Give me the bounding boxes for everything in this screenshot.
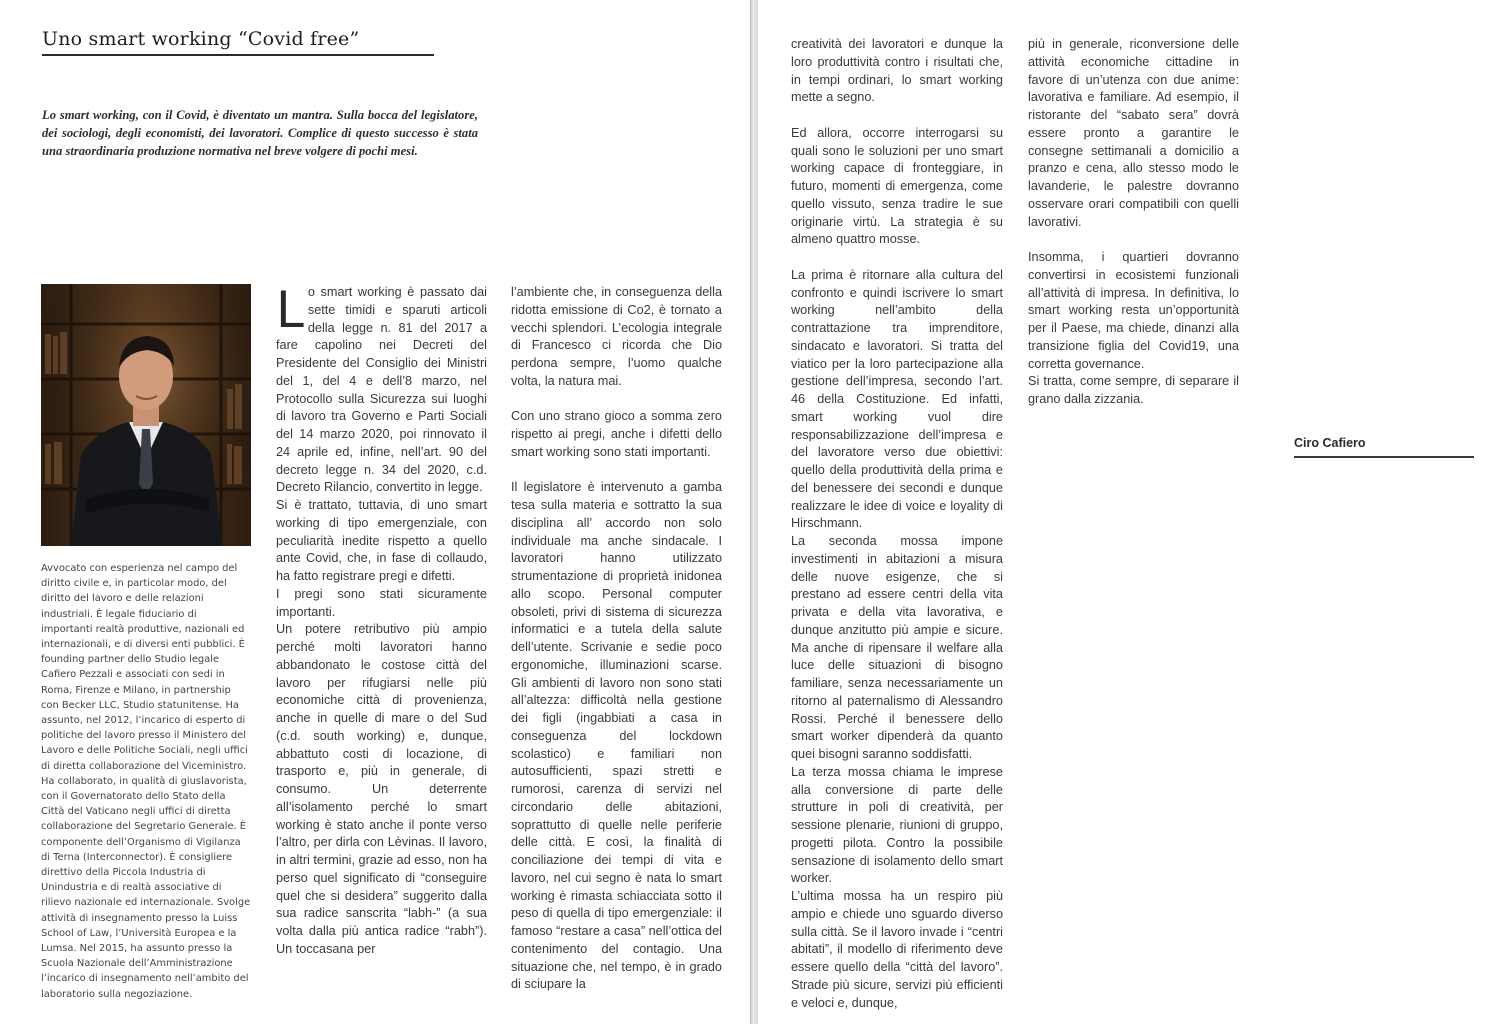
author-portrait-icon [41, 284, 251, 546]
article-column-3 [791, 36, 1003, 1012]
column-paragraph: La seconda mossa impone investimenti in abitazioni a misura delle nuove esigenze, che si prestano ad essere centri della vita privata e della vita lavorativa, e dunque anzitutto più ampie e sicure. Ma anche di ripensare il welfare alla luce delle situazioni di bisogno familiare, senza necessariamente un ritorno al paternalismo di Alessandro Rossi. Perché il benessere dello smart worker dipenderà da quanto quei bisogni saranno soddisfatti. [791, 534, 1003, 761]
column-paragraph: Si tratta, come sempre, di separare il grano dalla zizzania. [1028, 374, 1239, 406]
article-column-4 [1028, 36, 1239, 409]
column-paragraph: più in generale, riconversione delle attività economiche cittadine in favore di un’utenza con due anime: lavorativa e familiare. Ad esempio, il ristorante del “sabato sera” dovrà essere pronto a garantire le consegne settimanali a domicilio a pranzo e cena, allo stesso modo le lavanderie, le palestre dovranno osservare orari compatibili con quelli lavorativi. [1028, 37, 1239, 229]
column-paragraph: La prima è ritornare alla cultura del confronto e quindi iscrivere lo smart working nell’ambito della contrattazione tra imprenditore, sindacato e lavoratori. Si tratta del viatico per la loro partecipazione alla gestione dell’impresa, secondo l’art. 46 della Costituzione. Ed infatti, smart working vuol dire responsabilizzazione dell’impresa e del lavoratore verso due obiettivi: quello della produttività della prima e del benessere dei secondi e dunque realizzare le idee di voice e loyality di Hirschmann. [791, 267, 1003, 531]
column-paragraph: Con uno strano gioco a somma zero rispetto ai pregi, anche i difetti dello smart working sono stati importanti. [511, 409, 722, 459]
article-lead: Lo smart working, con il Covid, è diventato un mantra. Sulla bocca del legislatore, dei sociologi, degli economisti, dei lavoratori. Complice di questo successo è stata una straordinaria produzione normativa nel breve volgere di pochi mesi. [42, 108, 478, 159]
article-column-1 [276, 281, 487, 959]
column-paragraph: o smart working è passato dai sette timidi e sparuti articoli della legge n. 81 del 2017 a fare capolino nei Decreti del Presidente del Consiglio dei Ministri del 1, del 4 e dell’8 marzo, nel Protocollo sulla Sicurezza sui luoghi di lavoro tra Governo e Parti Sociali del 14 marzo 2020, poi rinnovato il 24 aprile ed, infine, nell’art. 90 del decreto legge n. 34 del 2020, c.d. Decreto Rilancio, convertito in legge. [276, 285, 487, 495]
column-paragraph: Ed allora, occorre interrogarsi su quali sono le soluzioni per uno smart working capace di fronteggiare, in futuro, momenti di emergenza, come quello vissuto, senza tradire le sue originarie virtù. La strategia è su almeno quattro mosse. [791, 125, 1003, 247]
column-paragraph: L’ultima mossa ha un respiro più ampio e chiede uno sguardo diverso sulla città. Se il lavoro invade i “centri abitati”, il modello di riferimento deve essere quello della “città del lavoro”. Strade più sicure, servizi più efficienti e veloci e, dunque, [791, 889, 1003, 1010]
page-fold [750, 0, 758, 1024]
column-paragraph: La terza mossa chiama le imprese alla conversione di parte delle strutture in poli di creatività, per sessione plenarie, riunioni di gruppo, progetti pilota. Contro la possibile sensazione di isolamento dello smart worker. [791, 764, 1003, 886]
column-paragraph: Un potere retributivo più ampio perché molti lavoratori hanno abbandonato le costose città del lavoro per rifugiarsi nelle più economiche città di provenienza, anche in quelle di mare o del Sud (c.d. south working) e, dunque, abbattuto costi di locazione, di trasporto e, più in generale, di consumo. Un deterrente all’isolamento perché lo smart working è stato anche il ponte verso l’altro, per dirla con Lèvinas. Il lavoro, in altri termini, grazie ad esso, non ha perso quel significato di “conseguire quel che si desidera” suggerito dalla sua radice sanscrita “labh-” (a sua volta dalla più antica radice “rabh”). Un toccasana per [276, 622, 487, 956]
article-title: Uno smart working “Covid free” [42, 28, 434, 56]
right-page [758, 0, 1510, 1024]
author-photo [41, 284, 251, 546]
drop-cap: L [276, 281, 304, 339]
author-signature: Ciro Cafiero [1294, 436, 1474, 458]
column-paragraph: creatività dei lavoratori e dunque la loro produttività contro i risultati che, in tempi ordinari, lo smart working mette a segno. [791, 37, 1003, 105]
author-bio: Avvocato con esperienza nel campo del diritto civile e, in particolar modo, del diritto del lavoro e delle relazioni industriali. È legale fiduciario di importanti realtà produttive, nazionali ed internazionali, e di diversi enti pubblici. È founding partner dello Studio legale Cafiero Pezzali e associati con sedi in Roma, Firenze e Milano, in partnership con Becker LLC, Studio statunitense. Ha assunto, nel 2012, l’incarico di esperto di politiche del lavoro presso il Ministero del Lavoro e delle Politiche Sociali, negli uffici di diretta collaborazione del Viceministro. Ha collaborato, in qualità di giuslavorista, con il Governatorato dello Stato della Città del Vaticano negli uffici di diretta collaborazione del Segretario Generale. È componente dell’Organismo di Vigilanza di Terna (Interconnector). È consigliere direttivo della Piccola Industria di Unindustria e di realtà associative di rilievo nazionale ed internazionale. Svolge attività di insegnamento presso la Luiss School of Law, l’Università Europea e la Lumsa. Nel 2015, ha assunto presso la Scuola Nazionale dell’Amministrazione l’incarico di insegnamento nell’ambito del laboratorio sulla negoziazione. [41, 563, 251, 1000]
article-column-2 [511, 284, 722, 994]
column-paragraph: l’ambiente che, in conseguenza della ridotta emissione di Co2, è tornato a vecchi splendori. L’ecologia integrale di Francesco ci ricorda che Dio perdona sempre, l’uomo qualche volta, la natura mai. [511, 285, 722, 388]
column-paragraph: Insomma, i quartieri dovranno convertirsi in ecosistemi funzionali all’attività di impresa. In definitiva, lo smart working resta un’opportunità per il Paese, ma chiede, dinanzi alla transizione figlia del Covid19, una corretta governance. [1028, 250, 1239, 371]
column-paragraph: I pregi sono stati sicuramente importanti. [276, 586, 487, 619]
column-paragraph: Si è trattato, tuttavia, di uno smart working di tipo emergenziale, con peculiarità inedite rispetto a quello ante Covid, che, in fase di collaudo, ha fatto registrare pregi e difetti. [276, 498, 487, 583]
left-page [0, 0, 750, 1024]
column-paragraph: Il legislatore è intervenuto a gamba tesa sulla materia e sottratto la sua disciplina all’ accordo non solo individuale ma anche sindacale. I lavoratori hanno utilizzato strumentazione di proprietà inidonea allo scopo. Personal computer obsoleti, privi di sistema di sicurezza informatici e a tutela della salute dell’utente. Scrivanie e sedie poco ergonomiche, illuminazioni scarse. Gli ambienti di lavoro non sono stati all’altezza: difficoltà nella gestione dei figli (ingabbiati a casa in conseguenza del lockdown scolastico) e familiari non autosufficienti, spazi stretti e rumorosi, carenza di servizi nel circondario delle abitazioni, soprattutto di quelle nelle periferie delle città. E così, la finalità di conciliazione dei tempi di vita e lavoro, nel cui segno è nata lo smart working è rimasta schiacciata sotto il peso di quella di tipo emergenziale: il famoso “restare a casa” nell’ottica del contenimento del contagio. Una situazione che, nel tempo, è in grado di sciupare la [511, 480, 722, 992]
